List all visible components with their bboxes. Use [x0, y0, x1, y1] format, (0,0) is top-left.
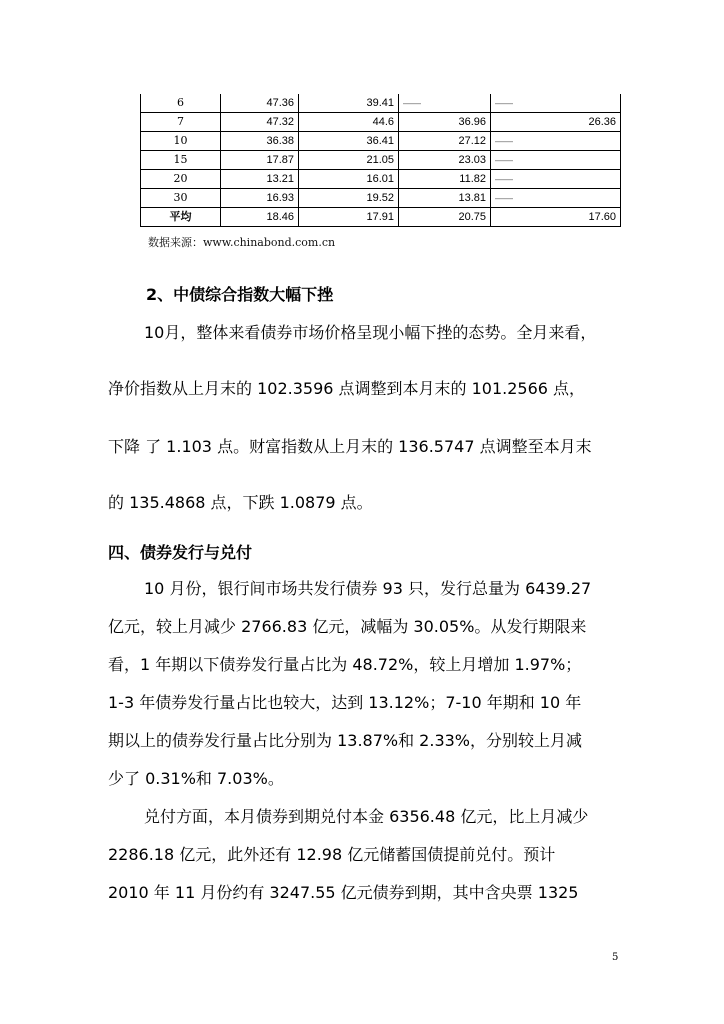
paragraph-line: 2286.18 亿元，此外还有 12.98 亿元储蓄国债提前兑付。预计 — [108, 845, 556, 864]
paragraph-line: 1-3 年债券发行量占比也较大，达到 13.12%；7-10 年期和 10 年 — [108, 693, 582, 712]
term-cell: 10 — [141, 132, 221, 151]
section-2-heading: 2、中债综合指数大幅下挫 — [146, 285, 334, 304]
table-row — [141, 189, 621, 208]
paragraph-line: 净价指数从上月末的 102.3596 点调整到本月末的 101.2566 点， — [108, 379, 586, 398]
value-cell: 36.96 — [399, 113, 491, 132]
value-cell: 13.21 — [221, 170, 299, 189]
bond-yield-table — [140, 94, 621, 227]
table-row — [141, 170, 621, 189]
value-cell: 47.32 — [221, 113, 299, 132]
table-source-note: 数据来源：www.chinabond.com.cn — [148, 236, 336, 249]
term-cell: 7 — [141, 113, 221, 132]
bond-yield-table-container — [140, 94, 620, 227]
page-number: 5 — [612, 952, 619, 963]
value-cell: 20.75 — [399, 208, 491, 227]
value-cell: 23.03 — [399, 151, 491, 170]
value-cell: 11.82 — [399, 170, 491, 189]
term-cell: 平均 — [141, 208, 221, 227]
table-row — [141, 94, 621, 113]
value-cell: —— — [491, 151, 621, 170]
paragraph-line: 下降 了 1.103 点。财富指数从上月末的 136.5747 点调整至本月末 — [108, 437, 592, 456]
table-row — [141, 132, 621, 151]
value-cell: 39.41 — [299, 94, 399, 113]
table-row — [141, 151, 621, 170]
table-row-average — [141, 208, 621, 227]
value-cell: —— — [491, 132, 621, 151]
value-cell: 16.01 — [299, 170, 399, 189]
paragraph-line: 少了 0.31%和 7.03%。 — [108, 769, 284, 788]
value-cell: —— — [491, 170, 621, 189]
paragraph-line: 的 135.4868 点，下跌 1.0879 点。 — [108, 493, 373, 512]
paragraph-line: 期以上的债券发行量占比分别为 13.87%和 2.33%，分别较上月减 — [108, 731, 583, 750]
term-cell: 20 — [141, 170, 221, 189]
value-cell: 16.93 — [221, 189, 299, 208]
value-cell: 36.41 — [299, 132, 399, 151]
table-row — [141, 113, 621, 132]
term-cell: 30 — [141, 189, 221, 208]
value-cell: 17.91 — [299, 208, 399, 227]
value-cell: 36.38 — [221, 132, 299, 151]
term-cell: 6 — [141, 94, 221, 113]
value-cell: 21.05 — [299, 151, 399, 170]
value-cell: 26.36 — [491, 113, 621, 132]
term-cell: 15 — [141, 151, 221, 170]
value-cell: 17.87 — [221, 151, 299, 170]
paragraph-line: 亿元，较上月减少 2766.83 亿元，减幅为 30.05%。从发行期限来 — [108, 617, 587, 636]
paragraph-line: 兑付方面，本月债券到期兑付本金 6356.48 亿元，比上月减少 — [144, 807, 589, 826]
value-cell: —— — [399, 94, 491, 113]
value-cell: 13.81 — [399, 189, 491, 208]
value-cell: 44.6 — [299, 113, 399, 132]
paragraph-line: 2010 年 11 月份约有 3247.55 亿元债券到期，其中含央票 1325 — [108, 883, 579, 902]
paragraph-line: 10月，整体来看债券市场价格呈现小幅下挫的态势。全月来看， — [144, 323, 597, 342]
paragraph-line: 10 月份，银行间市场共发行债券 93 只，发行总量为 6439.27 — [144, 579, 592, 598]
value-cell: —— — [491, 189, 621, 208]
section-4-heading: 四、债券发行与兑付 — [108, 543, 253, 562]
value-cell: 27.12 — [399, 132, 491, 151]
value-cell: 17.60 — [491, 208, 621, 227]
value-cell: 19.52 — [299, 189, 399, 208]
value-cell: 18.46 — [221, 208, 299, 227]
paragraph-line: 看，1 年期以下债券发行量占比为 48.72%，较上月增加 1.97%； — [108, 655, 582, 674]
value-cell: 47.36 — [221, 94, 299, 113]
value-cell: —— — [491, 94, 621, 113]
